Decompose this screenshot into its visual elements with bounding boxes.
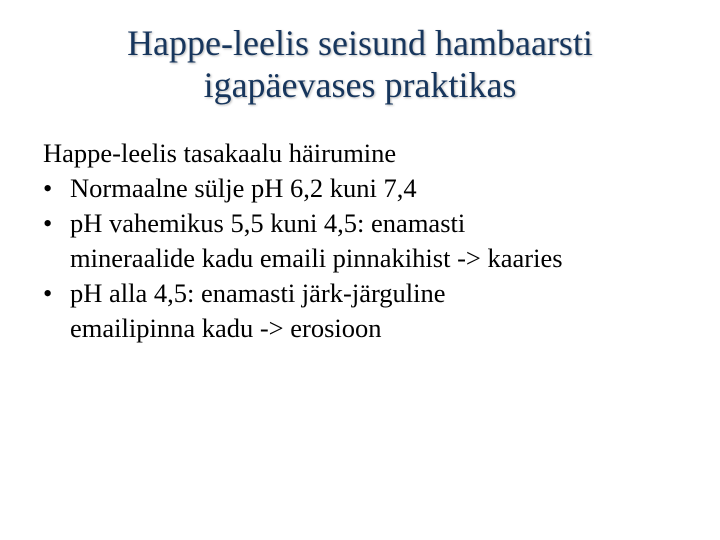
bullet-line: Normaalne sülje pH 6,2 kuni 7,4 bbox=[70, 173, 417, 203]
bullet-text bbox=[70, 206, 683, 276]
bullet-icon: • bbox=[43, 208, 53, 238]
title-line-1: Happe-leelis seisund hambaarsti bbox=[127, 23, 593, 63]
slide-body bbox=[43, 136, 683, 346]
body-heading: Happe-leelis tasakaalu häirumine bbox=[43, 138, 397, 168]
bullet-line: pH alla 4,5: enamasti järk-järguline bbox=[70, 278, 446, 308]
bullet-item bbox=[43, 276, 683, 346]
slide-title bbox=[36, 22, 684, 106]
bullet-icon: • bbox=[43, 173, 53, 203]
bullet-item bbox=[43, 171, 683, 206]
bullet-text bbox=[70, 171, 683, 206]
bullet-line: pH vahemikus 5,5 kuni 4,5: enamasti bbox=[70, 208, 466, 238]
title-line-2: igapäevases praktikas bbox=[203, 65, 517, 106]
bullet-item bbox=[43, 206, 683, 276]
bullet-line: emailipinna kadu -> erosioon bbox=[70, 313, 382, 343]
bullet-list bbox=[43, 171, 683, 346]
bullet-text bbox=[70, 276, 683, 346]
bullet-icon: • bbox=[43, 278, 53, 308]
bullet-line: mineraalide kadu emaili pinnakihist -> kaaries bbox=[70, 243, 563, 273]
